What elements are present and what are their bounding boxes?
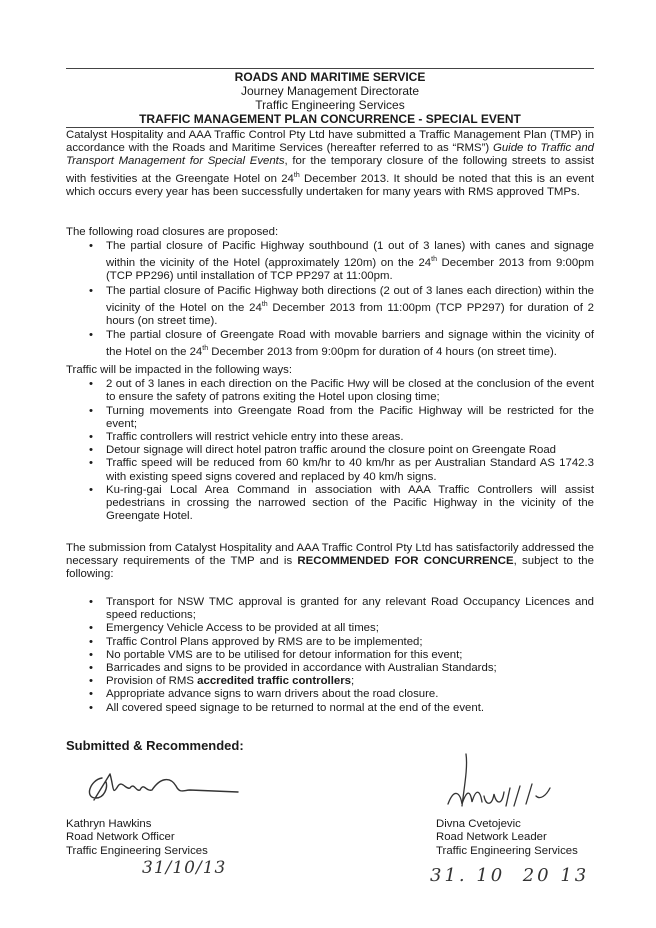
condition-item: • Traffic Control Plans approved by RMS are to be implemented;: [66, 636, 594, 649]
closure-item: [66, 240, 594, 283]
closures-lead: The following road closures are proposed:: [66, 226, 279, 238]
signatory-right-role: Road Network Leader: [436, 831, 547, 844]
condition-item: • Transport for NSW TMC approval is granted for any relevant Road Occupancy Licences and speed reductions;: [66, 596, 594, 622]
impact-item: • Turning movements into Greengate Road from the Pacific Highway will be restricted for the event;: [66, 405, 594, 431]
conditions-section: [66, 596, 594, 715]
signature-left: [80, 768, 245, 808]
agency-name: ROADS AND MARITIME SERVICE: [234, 70, 426, 84]
closure-text-a: The partial closure of Pacific Highway both directions (2 out of 3 lanes each direction) within the vicinity of the Hotel on the 24: [106, 284, 594, 314]
impact-item: • Ku-ring-gai Local Area Command in association with AAA Traffic Controllers will assist pedestrians in crossing the narrowed section of the Pacific Highway in the vicinity of the Greengate Hotel.: [66, 484, 594, 524]
signatory-left-unit: Traffic Engineering Services: [66, 844, 208, 857]
impacts-section: [66, 364, 594, 523]
condition-item: • Emergency Vehicle Access to be provided at all times;: [66, 622, 594, 635]
signatory-right-name: Divna Cvetojevic: [436, 818, 521, 830]
condition-item: • All covered speed signage to be returned to normal at the end of the event.: [66, 702, 594, 715]
closure-text-b: December 2013 from 11:00pm (TCP PP297) for duration of 2 hours (on street time).: [106, 301, 594, 327]
closures-section: [66, 226, 594, 359]
signoff-heading: Submitted & Recommended:: [66, 738, 244, 753]
closure-item: [66, 285, 594, 328]
condition-after: ;: [350, 675, 355, 688]
condition-item: • No portable VMS are to be utilised for detour information for this event;: [66, 649, 594, 662]
signatory-left: [66, 818, 208, 858]
impacts-lead: Traffic will be impacted in the following ways:: [66, 364, 293, 376]
unit-name: Traffic Engineering Services: [255, 98, 405, 112]
document-title: TRAFFIC MANAGEMENT PLAN CONCURRENCE - SPECIAL EVENT: [139, 112, 521, 126]
condition-item: • Appropriate advance signs to warn drivers about the road closure.: [66, 688, 594, 701]
signature-right: [440, 748, 570, 816]
intro-text-2: , for the temporary closure of the following streets to assist with festivities at the Greengate Hotel on 24: [66, 155, 594, 185]
condition-item: • Barricades and signs to be provided in accordance with Australian Standards;: [66, 662, 594, 675]
signatory-right: [436, 818, 578, 858]
impact-item: • Detour signage will direct hotel patron traffic around the closure point on Greengate Road: [66, 444, 594, 457]
signatory-left-role: Road Network Officer: [66, 831, 175, 844]
closure-sup: th: [202, 345, 209, 353]
title-rule: [66, 127, 594, 128]
closure-sup: th: [261, 300, 268, 308]
closure-text-b: December 2013 from 9:00pm (TCP PP296) until installation of TCP PP297 at 11:00pm.: [106, 257, 594, 283]
submission-paragraph: [66, 542, 594, 582]
directorate-name: Journey Management Directorate: [240, 84, 420, 98]
intro-paragraph: [66, 129, 594, 199]
impact-item: • Traffic controllers will restrict vehicle entry into these areas.: [66, 431, 594, 444]
impact-item: • Traffic speed will be reduced from 60 km/hr to 40 km/hr as per Australian Standard AS 1742.3 with existing speed signs covered and replaced by 40 km/h signs.: [66, 457, 594, 483]
closure-text-a: The partial closure of Greengate Road with movable barriers and signage within the vicinity of the Hotel on the 24: [106, 329, 594, 359]
closure-item: [66, 329, 594, 359]
condition-item: [66, 675, 594, 688]
intro-text-3: December 2013. It should be noted that this is an event which occurs every year has been successfully undertaken for many years with RMS approved TMPs.: [66, 172, 594, 198]
top-rule: [66, 68, 594, 69]
signatory-left-name: Kathryn Hawkins: [66, 818, 152, 830]
intro-text-1: Catalyst Hospitality and AAA Traffic Control Pty Ltd have submitted a Traffic Management Plan (TMP) in accordance with the Roads and Maritime Services (hereafter referred to as “RMS”): [66, 129, 594, 155]
document-header: [66, 70, 594, 126]
intro-guide-title: Guide to Traffic and Transport Management for Special Events: [66, 142, 594, 168]
impact-item: • 2 out of 3 lanes in each direction on the Pacific Hwy will be closed at the conclusion of the event to ensure the safety of patrons exiting the Hotel upon closing time;: [66, 378, 594, 404]
condition-text: Provision of RMS: [106, 675, 198, 688]
closure-sup: th: [431, 256, 437, 264]
submission-text-2: , subject to the following:: [66, 555, 594, 581]
closure-text-b: December 2013 from 9:00pm for duration of 4 hours (on street time).: [208, 346, 557, 359]
closure-text-a: The partial closure of Pacific Highway southbound (1 out of 3 lanes) with canes and signage within the vicinity of the Hotel (approximately 120m) on the 24: [106, 240, 594, 270]
signatory-left-date: 31/10/13: [142, 858, 227, 878]
signatory-right-unit: Traffic Engineering Services: [436, 844, 578, 857]
signatory-right-date: 31. 10 20 13: [430, 865, 590, 886]
recommendation-status: RECOMMENDED FOR CONCURRENCE: [297, 555, 514, 568]
submission-text-1: The submission from Catalyst Hospitality and AAA Traffic Control Pty Ltd has satisfactorily addressed the necessary requirements of the TMP and is: [66, 542, 594, 568]
intro-sup: th: [293, 171, 300, 179]
condition-bold: accredited traffic controllers: [197, 675, 351, 688]
